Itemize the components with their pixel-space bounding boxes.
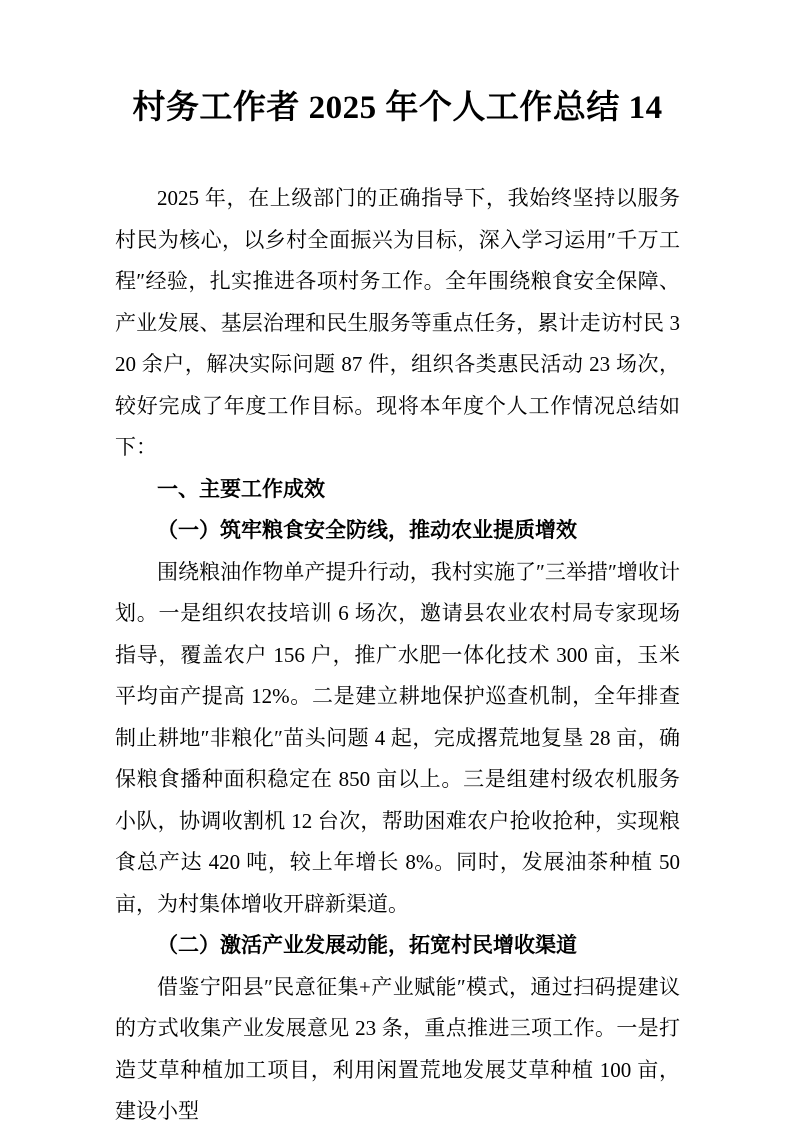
subsection-heading-industry-development: （二）激活产业发展动能，拓宽村民增收渠道 xyxy=(157,933,577,957)
intro-paragraph: 2025 年，在上级部门的正确指导下，我始终坚持以服务村民为核心，以乡村全面振兴为目标，深入学习运用″千万工程″经验，扎实推进各项村务工作。全年围绕粮食安全保障、产业发展、基层治理和民生服务等重点任务，累计走访村民 320 余户，解决实际问题 87 件，组织各类惠民活动 23 场次，较好完成了年度工作目标。现将本年度个人工作情况总结如下： xyxy=(115,186,680,459)
paragraph-industry-development: 借鉴宁阳县″民意征集+产业赋能″模式，通过扫码提建议的方式收集产业发展意见 23 条，重点推进三项工作。一是打造艾草种植加工项目，利用闲置荒地发展艾草种植 100 亩，建设小型 xyxy=(115,974,680,1122)
subsection-heading-grain-security: （一）筑牢粮食安全防线，推动农业提质增效 xyxy=(157,518,577,542)
paragraph-grain-security: 围绕粮油作物单产提升行动，我村实施了″三举措″增收计划。一是组织农技培训 6 场次，邀请县农业农村局专家现场指导，覆盖农户 156 户，推广水肥一体化技术 300 亩，玉米平均亩产提高 12%。二是建立耕地保护巡查机制，全年排查制止耕地″非粮化″苗头问题 4 起，完成撂荒地复垦 28 亩，确保粮食播种面积稳定在 850 亩以上。三是组建村级农机服务小队，协调收割机 12 台次，帮助困难农户抢收抢种，实现粮食总产达 420 吨，较上年增长 8%。同时，发展油茶种植 50 亩，为村集体增收开辟新渠道。 xyxy=(115,559,680,916)
section-heading-main-achievements: 一、主要工作成效 xyxy=(157,476,325,501)
document-title: 村务工作者 2025 年个人工作总结 14 xyxy=(132,90,663,126)
